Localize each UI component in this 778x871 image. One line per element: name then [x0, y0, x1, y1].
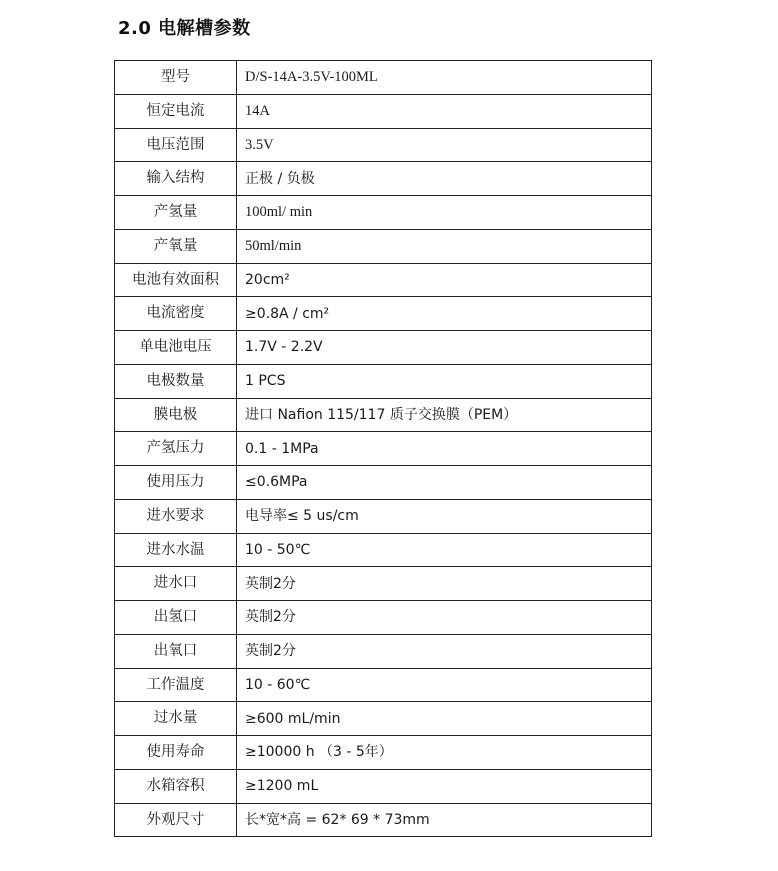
row-value: 1.7V - 2.2V	[237, 331, 652, 365]
row-label: 电极数量	[115, 364, 237, 398]
table-row-working-pressure	[115, 466, 652, 500]
table-row-hydrogen-outlet	[115, 601, 652, 635]
row-value: 14A	[237, 94, 652, 128]
table-row-current-density	[115, 297, 652, 331]
table-row-active-area	[115, 263, 652, 297]
row-value: 英制2分	[237, 567, 652, 601]
row-label: 出氢口	[115, 601, 237, 635]
table-row-water-flow	[115, 702, 652, 736]
row-value: ≥10000 h （3 - 5年）	[237, 736, 652, 770]
table-row-water-inlet	[115, 567, 652, 601]
row-label: 型号	[115, 61, 237, 95]
table-row-voltage-range	[115, 128, 652, 162]
row-label: 膜电极	[115, 398, 237, 432]
table-row-membrane-electrode	[115, 398, 652, 432]
row-label: 单电池电压	[115, 331, 237, 365]
table-row-service-life	[115, 736, 652, 770]
table-row-hydrogen-output	[115, 196, 652, 230]
row-label: 使用寿命	[115, 736, 237, 770]
row-value: 100ml/ min	[237, 196, 652, 230]
row-label: 电池有效面积	[115, 263, 237, 297]
table-row-constant-current	[115, 94, 652, 128]
row-label: 出氧口	[115, 634, 237, 668]
row-value: 1 PCS	[237, 364, 652, 398]
row-label: 产氧量	[115, 229, 237, 263]
section-heading: 2.0 电解槽参数	[118, 18, 251, 39]
row-value: ≥600 mL/min	[237, 702, 652, 736]
row-label: 产氢压力	[115, 432, 237, 466]
row-label: 电流密度	[115, 297, 237, 331]
parameter-table	[114, 60, 652, 837]
table-row-cell-voltage	[115, 331, 652, 365]
table-row-operating-temperature	[115, 668, 652, 702]
row-label: 电压范围	[115, 128, 237, 162]
table-row-water-temperature	[115, 533, 652, 567]
table-row-electrode-count	[115, 364, 652, 398]
table-row-oxygen-outlet	[115, 634, 652, 668]
row-label: 产氢量	[115, 196, 237, 230]
row-value: 英制2分	[237, 601, 652, 635]
row-label: 工作温度	[115, 668, 237, 702]
row-value: ≤0.6MPa	[237, 466, 652, 500]
table-row-model	[115, 61, 652, 95]
row-value: 10 - 60℃	[237, 668, 652, 702]
row-label: 进水口	[115, 567, 237, 601]
table-row-hydrogen-pressure	[115, 432, 652, 466]
row-label: 过水量	[115, 702, 237, 736]
row-value: 0.1 - 1MPa	[237, 432, 652, 466]
row-value: D/S-14A-3.5V-100ML	[237, 61, 652, 95]
row-value: 长*宽*高 = 62* 69 * 73mm	[237, 803, 652, 837]
row-label: 使用压力	[115, 466, 237, 500]
table-row-input-structure	[115, 162, 652, 196]
row-value: 10 - 50℃	[237, 533, 652, 567]
row-value: 20cm²	[237, 263, 652, 297]
row-value: 进口 Nafion 115/117 质子交换膜（PEM）	[237, 398, 652, 432]
row-label: 进水水温	[115, 533, 237, 567]
row-label: 恒定电流	[115, 94, 237, 128]
row-label: 输入结构	[115, 162, 237, 196]
row-label: 外观尺寸	[115, 803, 237, 837]
row-value: ≥1200 mL	[237, 769, 652, 803]
table-row-oxygen-output	[115, 229, 652, 263]
row-label: 水箱容积	[115, 769, 237, 803]
row-value: 英制2分	[237, 634, 652, 668]
row-value: 50ml/min	[237, 229, 652, 263]
table-row-dimensions	[115, 803, 652, 837]
table-row-tank-volume	[115, 769, 652, 803]
row-value: 3.5V	[237, 128, 652, 162]
row-label: 进水要求	[115, 499, 237, 533]
row-value: 电导率≤ 5 us/cm	[237, 499, 652, 533]
table-row-water-requirement	[115, 499, 652, 533]
row-value: ≥0.8A / cm²	[237, 297, 652, 331]
row-value: 正极 / 负极	[237, 162, 652, 196]
